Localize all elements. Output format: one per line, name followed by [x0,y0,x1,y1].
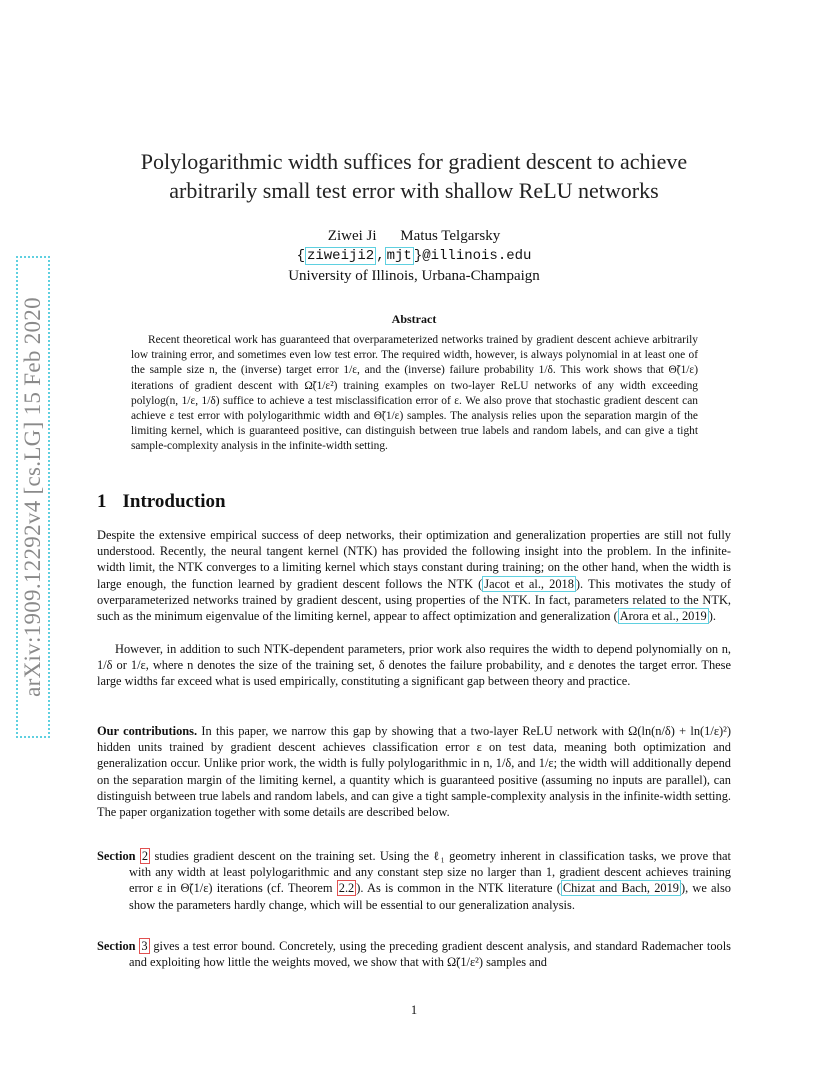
contributions-text: In this paper, we narrow this gap by showing that a two-layer ReLU network with Ω(ln(n/δ) + ln(1/ε)²) hidden units trained by gradient descent achieves classification error ε on test data, meaning both optimization and generalization occur. Unlike prior work, the width is fully polylogarithmic in n, 1/δ, and 1/ε; the width will additionally depend on the separation margin of the limiting kernel, a quantity which is guaranteed positive (assuming no inputs are parallel), can distinguish between true labels and random labels, and can give a tight sample-complexity analysis in the infinite-width setting. The paper organization together with some details are described below. [97,724,731,820]
author-emails [97,246,731,266]
section-3-summary [97,938,731,970]
author-names [97,226,731,246]
email-domain: }@illinois.edu [413,248,532,264]
section-2-text-b: ). As is common in the NTK literature ( [356,881,561,896]
abstract-heading: Abstract [391,312,437,326]
paper-title [97,147,731,205]
section-2-text-c: ), we also show the parameters hardly change, which will be essential to our generalization analysis. [129,881,731,912]
arxiv-stamp[interactable] [18,258,48,736]
intro-p1-text-a: Despite the extensive empirical success of deep networks, their optimization and generalization properties are still not fully understood. Recently, the neural tangent kernel (NTK) has provided the following insight into the problem. In the infinite-width limit, the NTK converges to a limiting kernel which stays constant during training; on the other hand, when the width is large enough, the function learned by gradient descent follows the NTK ( [97,528,731,591]
title-line-1: Polylogarithmic width suffices for gradient descent to achieve [140,149,688,174]
intro-paragraph-1 [97,527,731,624]
email-link-ziweiji2[interactable]: ziweiji2 [306,248,375,264]
section-3-link[interactable]: 3 [141,939,148,953]
section-heading-introduction [97,491,226,513]
citation-arora[interactable]: Arora et al., 2019 [619,609,707,624]
section-3-text: gives a test error bound. Concretely, using the preceding gradient descent analysis, and standard Rademacher tools and exploiting how little the weights moved, we show that with Ω̃(1/ε²) samples and [129,939,731,970]
intro-p1-text-c: ). [708,609,716,624]
section-2-summary [97,848,731,913]
affiliation: University of Illinois, Urbana-Champaign [288,268,540,284]
section-2-lead: Section [97,849,136,863]
email-brace-open: { [296,248,305,264]
email-separator: , [376,248,385,264]
citation-jacot[interactable]: Jacot et al., 2018 [484,576,574,591]
section-title: Introduction [122,491,226,512]
contributions-lead: Our contributions. [97,724,198,738]
abstract-text: Recent theoretical work has guaranteed that overparameterized networks trained by gradient descent achieve arbitrarily low training error, and sometimes even low test error. The required width, however, is always polynomial in at least one of the sample size n, the (inverse) target error 1/ε, and the (inverse) failure probability 1/δ. This work shows that Θ̃(1/ε) iterations of gradient descent with Ω̃(1/ε²) training examples on two-layer ReLU networks of any width exceeding polylog(n, 1/ε, 1/δ) suffice to achieve a test misclassification error of ε. We also prove that stochastic gradient descent can achieve ε test error with polylogarithmic width and Θ̃(1/ε) samples. The analysis relies upon the separation margin of the limiting kernel, which is guaranteed positive, can distinguish between true labels and random labels, and can give a tight sample-complexity analysis in the infinite-width setting. [131,334,698,453]
section-2-link[interactable]: 2 [141,849,149,863]
arxiv-stamp-text: arXiv:1909.12292v4 [cs.LG] 15 Feb 2020 [20,297,46,697]
section-number: 1 [97,491,107,512]
section-2-text-a: studies gradient descent on the training set. Using the ℓ₁ geometry inherent in classification tasks, we prove that with any width at least polylogarithmic and any constant step size no larger than 1, gradient descent achieves training error ε in Θ̃(1/ε) iterations (cf. Theorem [129,849,731,896]
title-line-2: arbitrarily small test error with shallow ReLU networks [169,178,659,203]
intro-paragraph-2: However, in addition to such NTK-dependent parameters, prior work also requires the width to depend polynomially on n, 1/δ or 1/ε, where n denotes the size of the training set, δ denotes the failure probability, and ε denotes the target error. These large widths far exceed what is used empirically, constituting a significant gap between theory and practice. [97,642,731,689]
author-block [97,226,731,286]
intro-p1-text-b: ). This motivates the study of overparameterized networks trained by gradient descent, using properties of the NTK. In fact, parameters related to the NTK, such as the minimum eigenvalue of the limiting kernel, appear to affect optimization and generalization ( [97,576,731,624]
contributions-paragraph [97,723,731,820]
author-1: Ziwei Ji [327,228,377,244]
email-link-mjt[interactable]: mjt [386,248,412,264]
citation-chizat[interactable]: Chizat and Bach, 2019 [562,881,679,896]
theorem-2-2-link[interactable]: 2.2 [338,881,355,896]
section-3-lead: Section [97,939,136,953]
author-2: Matus Telgarsky [400,228,501,244]
page-number: 1 [410,1003,418,1017]
